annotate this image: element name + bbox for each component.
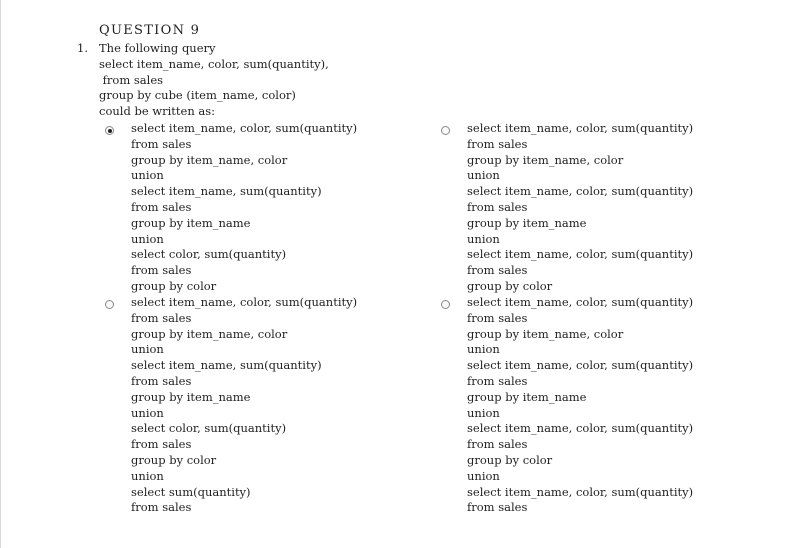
option-line: group by color: [467, 278, 553, 293]
option-line: select item_name, color, sum(quantity): [131, 295, 358, 309]
option-line: from sales: [131, 437, 192, 452]
stem-line: from sales: [99, 72, 164, 87]
option-text: [131, 295, 357, 516]
option-line: group by item_name: [131, 215, 251, 230]
option-line: union: [131, 231, 164, 246]
option-line: group by color: [131, 278, 217, 293]
option-line: select item_name, color, sum(quantity): [467, 121, 694, 135]
option-line: union: [467, 168, 500, 183]
option-line: select color, sum(quantity): [131, 421, 287, 436]
option-line: select item_name, sum(quantity): [131, 358, 322, 373]
option-line: group by item_name, color: [467, 326, 624, 341]
question-stem: [99, 41, 399, 120]
option-text: [467, 295, 693, 516]
stem-line: select item_name, color, sum(quantity),: [99, 56, 329, 71]
option-line: union: [467, 231, 500, 246]
radio-button[interactable]: [441, 300, 450, 309]
stem-line: could be written as:: [99, 104, 216, 119]
option-line: from sales: [467, 136, 528, 151]
option-line: select item_name, color, sum(quantity): [467, 247, 694, 262]
option-line: from sales: [467, 199, 528, 214]
option-line: from sales: [131, 373, 192, 388]
option-line: from sales: [131, 500, 192, 515]
option-line: group by item_name, color: [467, 152, 624, 167]
option-line: select item_name, color, sum(quantity): [467, 484, 694, 499]
question-number: 1.: [77, 41, 88, 55]
option-line: select item_name, color, sum(quantity): [467, 358, 694, 373]
option-line: union: [131, 342, 164, 357]
option-line: select sum(quantity): [131, 484, 251, 499]
question-heading: QUESTION 9: [99, 23, 201, 38]
option-line: select item_name, color, sum(quantity): [131, 121, 358, 135]
option-line: union: [467, 342, 500, 357]
radio-selected-dot: [108, 129, 112, 133]
stem-line: group by cube (item_name, color): [99, 88, 296, 103]
option-line: union: [131, 468, 164, 483]
option-line: from sales: [467, 500, 528, 515]
option-line: from sales: [131, 199, 192, 214]
option-line: select item_name, color, sum(quantity): [467, 295, 694, 309]
option-line: select item_name, color, sum(quantity): [467, 421, 694, 436]
stem-line: The following query: [99, 41, 216, 55]
radio-button[interactable]: [441, 126, 450, 135]
option-line: from sales: [131, 136, 192, 151]
option-line: group by item_name: [467, 215, 587, 230]
option-text: [467, 121, 693, 295]
radio-button[interactable]: [105, 126, 114, 135]
option-line: group by item_name, color: [131, 326, 288, 341]
radio-button[interactable]: [105, 300, 114, 309]
option-line: select item_name, color, sum(quantity): [467, 184, 694, 199]
option-line: select color, sum(quantity): [131, 247, 287, 262]
option-line: from sales: [467, 373, 528, 388]
option-text: [131, 121, 357, 295]
option-line: group by color: [467, 452, 553, 467]
option-line: group by item_name: [131, 389, 251, 404]
option-line: group by color: [131, 452, 217, 467]
option-line: from sales: [131, 263, 192, 278]
option-line: union: [467, 405, 500, 420]
option-line: select item_name, sum(quantity): [131, 184, 322, 199]
option-line: union: [131, 168, 164, 183]
option-line: union: [131, 405, 164, 420]
option-line: from sales: [467, 437, 528, 452]
option-line: group by item_name, color: [131, 152, 288, 167]
option-line: union: [467, 468, 500, 483]
option-line: from sales: [467, 263, 528, 278]
option-line: group by item_name: [467, 389, 587, 404]
option-line: from sales: [131, 310, 192, 325]
option-line: from sales: [467, 310, 528, 325]
